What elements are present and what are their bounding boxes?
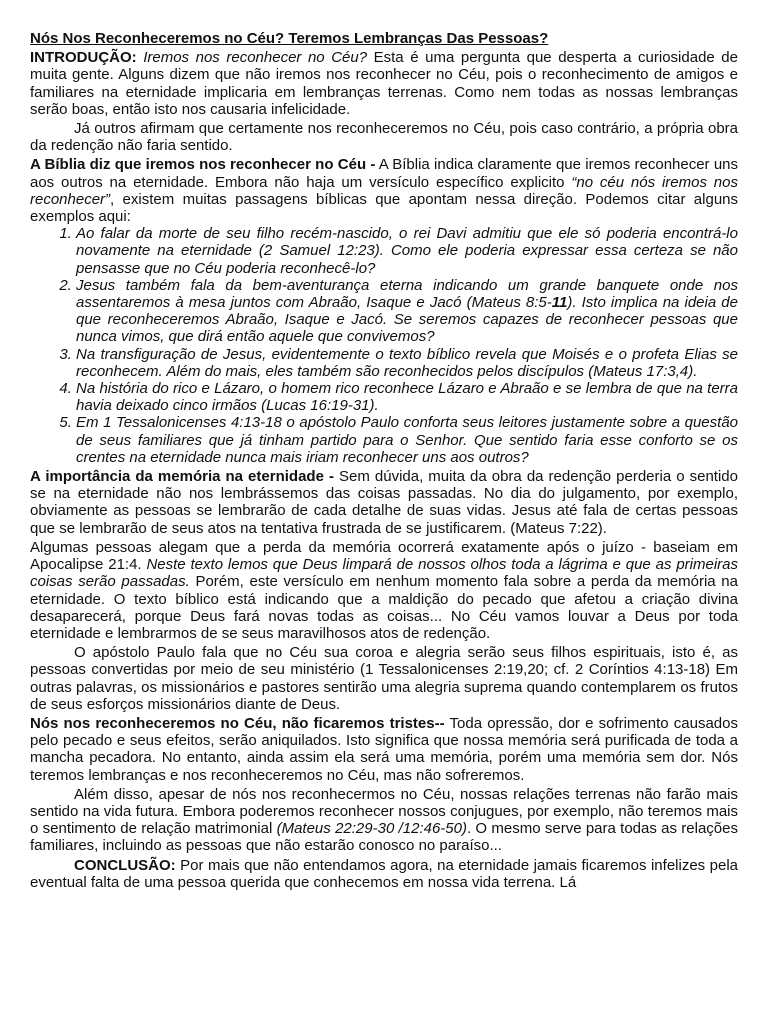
intro-paragraph xyxy=(30,49,738,118)
perda-paragraph xyxy=(30,539,738,642)
biblia-text-2: , existem muitas passagens bíblicas que apontam nessa direção. Podemos citar alguns exemplos aqui: xyxy=(30,190,738,226)
conclusao-paragraph xyxy=(30,857,738,891)
alem-text-1: Além disso, apesar de nós nos reconhecermos no Céu, nossas relações terrenas não farão mais sentido na vida futura. Embora poderemos reconhecer nossos conjugues, por exemplo, não teremos mais o sentimento de relação matrimonial xyxy=(30,785,738,838)
perda-text-2: Porém, este versículo em nenhum momento fala sobre a perda da memória na eternidade. O texto bíblico está indicando que a maldição do pecado que afetou a criação divina desaparecerá, porque Deus fará novas todas as coisas... No Céu vamos louvar a Deus por toda eternidade e lembrarmos de se seus maravilhosos atos de redenção. xyxy=(30,573,738,642)
intro-question: Iremos nos reconhecer no Céu? xyxy=(143,49,368,67)
example-2-post: ). Isto implica na ideia de que reconheceremos Abraão, Isaque e Jacó. Se seremos capazes de reconhecer pessoas que nunca vimos, que dirá então aquele que convivemos? xyxy=(76,294,738,346)
list-item xyxy=(76,277,738,346)
alem-paragraph xyxy=(30,786,738,855)
perda-italic: Neste texto lemos que Deus limpará de nossos olhos toda a lágrima e que as primeiras coisas serão passadas. xyxy=(30,556,738,591)
intro-text: Esta é uma pergunta que desperta a curiosidade de muita gente. Alguns dizem que não iremos nos reconhecer no Céu, pois o reconhecimento de amigos e familiares na eternidade implicaria em lembranças terrenas. Como nem todas as nossas lembranças serão boas, então isto nos causaria infelicidade. xyxy=(30,49,738,118)
memoria-label: A importância da memória na eternidade - xyxy=(30,468,334,486)
conclusao-label: CONCLUSÃO: xyxy=(74,856,176,874)
biblia-text-1: A Bíblia indica claramente que iremos reconhecer uns aos outros na eternidade. Embora não haja um versículo específico explicito xyxy=(30,156,739,191)
examples-list xyxy=(30,225,738,466)
alem-italic: (Mateus 22:29-30 /12:46-50) xyxy=(276,820,467,838)
example-2-pre: Jesus também fala da bem-aventurança eterna indicando um grande banquete onde nos assentaremos à mesa juntos com Abraão, Isaque e Jacó (Mateus 8:5- xyxy=(76,276,738,312)
page-title: Nós Nos Reconheceremos no Céu? Teremos Lembranças Das Pessoas? xyxy=(30,30,549,47)
tristes-paragraph xyxy=(30,715,738,784)
outros-paragraph: Já outros afirmam que certamente nos reconheceremos no Céu, pois caso contrário, a própria obra da redenção não faria sentido. xyxy=(30,120,738,155)
memoria-paragraph xyxy=(30,468,738,537)
memoria-text: Sem dúvida, muita da obra da redenção perderia o sentido se na eternidade não nos lembrássemos das coisas passadas. No dia do julgamento, por exemplo, obviamente as pessoas se lembrarão de cada detalhe de suas vidas. Jesus até fala de certas pessoas que se lembrarão de seus atos na tentativa frustrada de se justificarem. (Mateus 7:22). xyxy=(30,468,738,537)
list-item: 3. Na transfiguração de Jesus, evidentemente o texto bíblico revela que Moisés e o profeta Elias se reconhecem. Além do mais, eles também são reconhecidos pelos discípulos (Mateus 17:3,4). xyxy=(76,346,738,380)
list-item: 4. Na história do rico e Lázaro, o homem rico reconhece Lázaro e Abraão e se lembra de que na terra havia deixado cinco irmãos (Lucas 16:19-31). xyxy=(76,380,738,414)
paulo-paragraph: O apóstolo Paulo fala que no Céu sua coroa e alegria serão seus filhos espirituais, isto é, as pessoas convertidas por meio de seu ministério (1 Tessalonicenses 2:19,20; cf. 2 Coríntios 4:13-18) Em outras palavras, os missionários e pastores sentirão uma alegria suprema quando contemplarem os frutos de seus esforços missionários diante de Deus. xyxy=(30,644,738,713)
intro-label: INTRODUÇÃO: xyxy=(30,49,137,67)
conclusao-text: Por mais que não entendamos agora, na eternidade jamais ficaremos infelizes pela eventual falta de uma pessoa querida que conhecemos em nossa vida terrena. Lá xyxy=(30,856,738,891)
tristes-label: Nós nos reconheceremos no Céu, não ficaremos tristes-- xyxy=(30,714,445,732)
list-item: 5. Em 1 Tessalonicenses 4:13-18 o apóstolo Paulo conforta seus leitores justamente sobre a questão de seus familiares que já tinham partido para o Senhor. Que sentido faria esse conforto se os crentes na eternidade nunca mais iriam reconhecer uns aos outros? xyxy=(76,414,738,466)
list-item: 1. Ao falar da morte de seu filho recém-nascido, o rei Davi admitiu que ele só poderia encontrá-lo novamente na eternidade (2 Samuel 12:23). Como ele poderia expressar essa certeza se não pensasse que no Céu poderia reconhecê-lo? xyxy=(76,225,738,277)
alem-text-2: . O mesmo serve para todas as relações familiares, incluindo as pessoas que não estarão conosco no paraíso... xyxy=(30,820,738,855)
example-2-bold: 11 xyxy=(551,294,568,312)
perda-text-1: Algumas pessoas alegam que a perda da memória ocorrerá exatamente após o juízo - baseiam em Apocalipse 21:4. xyxy=(30,538,738,574)
tristes-text: Toda opressão, dor e sofrimento causados pelo pecado e seus efeitos, serão aniquilados. Isto significa que nossa memória será purificada de toda a mancha pecadora. No entanto, ainda assim ela será uma memória, porém uma memória sem dor. Nós teremos lembranças e nos reconheceremos no Céu, mas não sofreremos. xyxy=(30,714,738,784)
biblia-label: A Bíblia diz que iremos nos reconhecer no Céu - xyxy=(30,156,376,174)
biblia-quote: “no céu nós iremos nos reconhecer” xyxy=(30,173,738,208)
biblia-paragraph xyxy=(30,156,738,225)
